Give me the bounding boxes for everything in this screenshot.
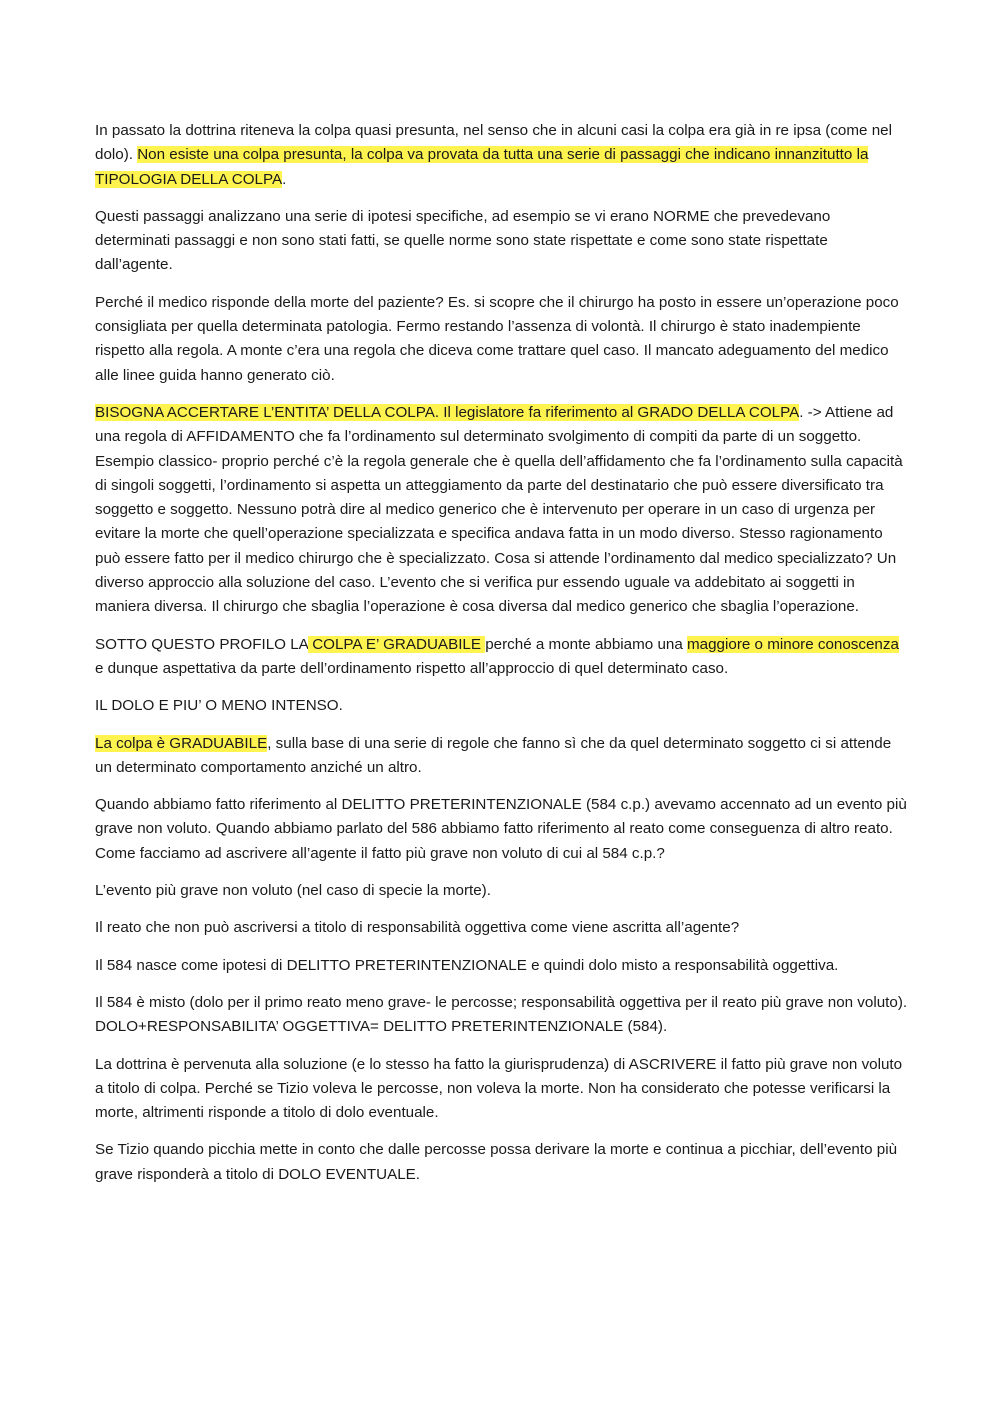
paragraph <box>95 991 909 1040</box>
paragraph <box>95 291 909 388</box>
text-span: L’evento più grave non voluto (nel caso di specie la morte). <box>95 882 491 900</box>
text-span: , sulla base di una serie di regole che fanno sì che da quel determinato soggetto ci si attende un determinato comportamento anziché un altro. <box>95 734 892 776</box>
text-span: Il 584 nasce come ipotesi di DELITTO PRETERINTENZIONALE e quindi dolo misto a responsabilità oggettiva. <box>95 956 839 974</box>
highlighted-text: COLPA E’ GRADUABILE <box>307 635 486 653</box>
text-span: Il reato che non può ascriversi a titolo di responsabilità oggettiva come viene ascritta all’agente? <box>95 919 740 937</box>
highlighted-text: maggiore o minore conoscenza <box>687 635 899 653</box>
text-span: IL DOLO E PIU’ O MENO INTENSO. <box>95 697 343 715</box>
highlighted-text: BISOGNA ACCERTARE L’ENTITA’ DELLA COLPA. Il legislatore fa riferimento al GRADO DELLA COLPA <box>95 403 800 421</box>
paragraph <box>95 879 909 903</box>
highlighted-text: La colpa è GRADUABILE <box>95 734 268 752</box>
paragraph <box>95 1053 909 1126</box>
paragraph <box>95 916 909 940</box>
text-span: Perché il medico risponde della morte del paziente? Es. si scopre che il chirurgo ha posto in essere un’operazione poco consigliata per quella determinata patologia. Fermo restando l’assenza di volontà. Il chirurgo è stato inadempiente rispetto alla regola. A monte c’era una regola che diceva come trattare quel caso. Il mancato adeguamento del medico alle linee guida hanno generato ciò. <box>95 293 899 384</box>
highlighted-text: Non esiste una colpa presunta, la colpa va provata da tutta una serie di passaggi che indicano innanzitutto la TIPOLOGIA DELLA COLPA <box>95 146 869 188</box>
text-span: Questi passaggi analizzano una serie di ipotesi specifiche, ad esempio se vi erano NORME che prevedevano determinati passaggi e non sono stati fatti, se quelle norme sono state rispettate e come sono state rispettate dall’agente. <box>95 207 831 274</box>
paragraph <box>95 1138 909 1187</box>
text-span: SOTTO QUESTO PROFILO LA <box>95 635 308 653</box>
text-span: La dottrina è pervenuta alla soluzione (e lo stesso ha fatto la giurisprudenza) di ASCRIVERE il fatto più grave non voluto a titolo di colpa. Perché se Tizio voleva le percosse, non voleva la morte. Non ha considerato che potesse verificarsi la morte, altrimenti risponde a titolo di dolo eventuale. <box>95 1055 903 1122</box>
paragraph <box>95 401 909 620</box>
paragraph <box>95 633 909 682</box>
document-page <box>95 119 909 1200</box>
text-span: perché a monte abbiamo una <box>485 635 688 653</box>
text-span: Il 584 è misto (dolo per il primo reato meno grave- le percosse; responsabilità oggettiva per il reato più grave non voluto). DOLO+RESPONSABILITA’ OGGETTIVA= DELITTO PRETERINTENZIONALE (584). <box>95 993 908 1036</box>
text-span: Quando abbiamo fatto riferimento al DELITTO PRETERINTENZIONALE (584 c.p.) avevamo accennato ad un evento più grave non voluto. Quando abbiamo parlato del 586 abbiamo fatto riferimento al reato come conseguenza di altro reato. Come facciamo ad ascrivere all’agente il fatto più grave non voluto di cui al 584 c.p.? <box>95 796 907 862</box>
text-span: In passato la dottrina riteneva la colpa quasi presunta, nel senso che in alcuni casi la colpa era già in re ipsa (come nel dolo). <box>95 122 892 164</box>
paragraph <box>95 793 909 866</box>
text-span: e dunque aspettativa da parte dell’ordinamento rispetto all’approccio di quel determinato caso. <box>95 659 729 677</box>
paragraph <box>95 694 909 718</box>
text-span: . <box>282 170 287 188</box>
paragraph <box>95 205 909 278</box>
text-span: . -> Attiene ad una regola di AFFIDAMENTO che fa l’ordinamento sul determinato svolgimento di compiti da parte di un soggetto. Esempio classico- proprio perché c’è la regola generale che è quella dell’affidamento che fa l’ordinamento sulla capacità di singoli soggetti, l’ordinamento si aspetta un atteggiamento da parte del destinatario che può essere diversificato tra soggetto e soggetto. Nessuno potrà dire al medico generico che è intervenuto per operare in un caso di urgenza per evitare la morte che quell’operazione specializzata e specifica andava fatta in un modo diverso. Stesso ragionamento può essere fatto per il medico chirurgo che è specializzato. Cosa si attende l’ordinamento dal medico specializzato? Un diverso approccio alla soluzione del caso. L’evento che si verifica pur essendo uguale va addebitato ai soggetti in maniera diversa. Il chirurgo che sbaglia l’operazione è cosa diversa dal medico generico che sbaglia l’operazione. <box>95 403 903 616</box>
text-span: Se Tizio quando picchia mette in conto che dalle percosse possa derivare la morte e continua a picchiar, dell’evento più grave risponderà a titolo di DOLO EVENTUALE. <box>95 1141 898 1183</box>
paragraph <box>95 954 909 978</box>
paragraph <box>95 119 909 192</box>
paragraph <box>95 732 909 781</box>
